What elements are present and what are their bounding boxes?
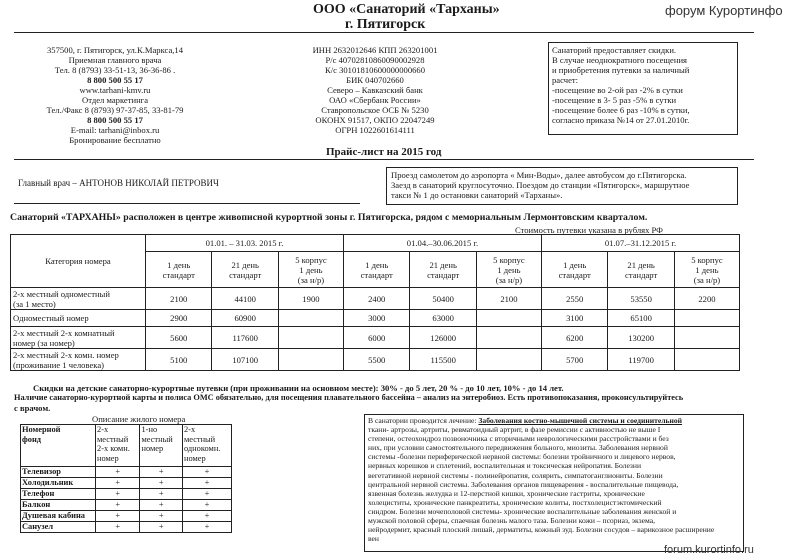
- amenity-mark: +: [96, 478, 140, 489]
- amenity-mark: +: [182, 489, 231, 500]
- amenity-mark: +: [96, 489, 140, 500]
- pricelist-title: Прайс-лист на 2015 год: [326, 146, 442, 158]
- bank-name-1: Северо – Кавказский банк: [327, 85, 423, 95]
- price-cell: 2100: [146, 288, 212, 310]
- period-header: 01.07.–31.12.2015 г.: [541, 235, 739, 252]
- bank-bik: БИК 040702660: [346, 75, 404, 85]
- price-note: Стоимость путевки указана в рублях РФ: [515, 225, 663, 235]
- price-cell: [278, 327, 343, 349]
- treatment-line: ткани- артрозы, артриты, ревматоидный артрит, в фазе ремиссии с активностью не выше I: [368, 425, 661, 435]
- amenity-mark: +: [182, 522, 231, 533]
- price-cell: 117600: [212, 327, 278, 349]
- col-21day: 21 день стандарт: [212, 252, 278, 288]
- amenity-mark: +: [140, 500, 182, 511]
- price-cell: 115500: [410, 349, 476, 371]
- amenity-mark: +: [140, 489, 182, 500]
- period-header: 01.04.–30.06.2015 г.: [343, 235, 541, 252]
- amenity-mark: +: [182, 478, 231, 489]
- rooms-caption: Описание жилого номера: [92, 414, 186, 424]
- travel-line: Проезд самолетом до аэропорта « Мин-Воды», далее автобусом до г.Пятигорска.: [391, 170, 687, 180]
- amenity-mark: +: [140, 511, 182, 522]
- price-cell: 119700: [608, 349, 674, 371]
- price-cell: 5600: [146, 327, 212, 349]
- rooms-col-header: 2-х местный однокомн. номер: [182, 425, 231, 467]
- price-cell: 5500: [343, 349, 409, 371]
- discount-line: и приобретения путевки за наличный: [552, 65, 690, 75]
- treatment-line: центральной нервной системы. Заболевания органов пищеварения - воспалительные пищевода,: [368, 479, 679, 489]
- room-amenity: Холодильник: [21, 478, 96, 489]
- title-rule: [14, 159, 754, 160]
- price-table: [10, 234, 740, 371]
- amenity-mark: +: [96, 467, 140, 478]
- price-cell: 53550: [608, 288, 674, 310]
- bank-okonh: ОКОНХ 91517, ОКПО 22047249: [315, 115, 435, 125]
- contacts-site[interactable]: www.tarhani-kmv.ru: [79, 85, 151, 95]
- price-cell: 1900: [278, 288, 343, 310]
- amenity-mark: +: [182, 511, 231, 522]
- col-building5: 5 корпус 1 день (за н/р): [476, 252, 541, 288]
- footer-watermark: forum.kurortinfo.ru: [664, 544, 754, 556]
- rooms-col-header: 2-х местный 2-х комн. номер: [96, 425, 140, 467]
- price-cell: 2400: [343, 288, 409, 310]
- category-header: Категория номера: [11, 235, 146, 288]
- contacts-block: [40, 45, 190, 145]
- amenity-mark: +: [182, 500, 231, 511]
- bank-ogrn: ОГРН 1022601614111: [335, 125, 415, 135]
- travel-line: Заезд в санаторий круглосуточно. Поездом до станции «Пятигорск», маршрутное: [391, 180, 690, 190]
- treatment-line: степени, остеохондроз позвоночника с вторичными неврологическими расстройствами и без: [368, 434, 669, 444]
- treatment-line: вегетативной нервной системы - полинейропатия, солярить, симпатоганглиониты. Болезни: [368, 470, 663, 480]
- price-cell: [476, 349, 541, 371]
- row-category: 2-х местный 2-х комнатный номер (за номер): [11, 327, 146, 349]
- price-cell: 60900: [212, 310, 278, 327]
- treatment-intro: В санатории проводится лечение:: [368, 416, 479, 425]
- treatment-line: нейродермит, красный плоский лишай, дерматиты, кожный зуд. Болезни сосудов – варикозное расширение: [368, 525, 715, 535]
- treatment-line: мужской половой сферы, спаечная болезнь малого таза. Болезни кожи – псориаз, экзема,: [368, 516, 656, 526]
- discount-line: В случае неоднократного посещения: [552, 55, 688, 65]
- discount-line: -посещение в 3- 5 раз -5% в сутки: [552, 95, 677, 105]
- location-text: Санаторий «ТАРХАНЫ» расположен в центре живописной курортной зоны г. Пятигорска, рядом с мемориальным Лермонтовским кварталом.: [10, 212, 648, 223]
- col-building5: 5 корпус 1 день (за н/р): [674, 252, 739, 288]
- price-cell: 65100: [608, 310, 674, 327]
- price-cell: 50400: [410, 288, 476, 310]
- price-cell: [674, 327, 739, 349]
- room-amenity: Телефон: [21, 489, 96, 500]
- price-cell: 44100: [212, 288, 278, 310]
- amenity-mark: +: [96, 500, 140, 511]
- price-cell: 2900: [146, 310, 212, 327]
- price-cell: 63000: [410, 310, 476, 327]
- treatment-line: синдром. Болезни мочеполовой системы- хронические воспалительные заболевания женской и: [368, 506, 677, 516]
- contacts-hotline-2: 8 800 500 55 17: [87, 115, 143, 125]
- amenity-mark: +: [96, 511, 140, 522]
- contacts-booking: Бронирование бесплатно: [69, 135, 161, 145]
- room-amenity: Санузел: [21, 522, 96, 533]
- row-category: 2-х местный одноместный (за 1 место): [11, 288, 146, 310]
- required-docs-note: Наличие санаторно-курортной карты и полиса ОМС обязательно, для посещения плавательного бассейна – анализ на энтеробиоз. Есть противопоказания, проконсультируйтесь: [14, 393, 684, 402]
- col-1day: 1 день стандарт: [146, 252, 212, 288]
- bank-inn: ИНН 2632012646 КПП 263201001: [312, 45, 438, 55]
- rooms-col-header: 1-но местный номер: [140, 425, 182, 467]
- bank-rs: Р/с 40702810860090002928: [325, 55, 425, 65]
- room-amenity: Балкон: [21, 500, 96, 511]
- price-cell: 3000: [343, 310, 409, 327]
- discount-line: согласно приказа №14 от 27.01.2010г.: [552, 115, 690, 125]
- contacts-email[interactable]: tarhani@inbox.ru: [98, 125, 160, 135]
- price-cell: 126000: [410, 327, 476, 349]
- children-discount-note: Скидки на детские санаторно-курортные путевки (при проживании на основном месте): 30% - до 5 лет, 20 % - до 10 лет, 10% - до 14 лет.: [33, 383, 564, 393]
- col-21day: 21 день стандарт: [608, 252, 674, 288]
- price-cell: 2100: [476, 288, 541, 310]
- bank-name-3: Ставропольское ОСБ № 5230: [321, 105, 429, 115]
- company-city: г. Пятигорск: [345, 17, 426, 32]
- amenity-mark: +: [140, 467, 182, 478]
- col-21day: 21 день стандарт: [410, 252, 476, 288]
- price-cell: [278, 349, 343, 371]
- col-1day: 1 день стандарт: [343, 252, 409, 288]
- amenity-mark: +: [96, 522, 140, 533]
- period-header: 01.01. – 31.03. 2015 г.: [146, 235, 344, 252]
- row-category: Одноместный номер: [11, 310, 146, 327]
- treatment-line: язвенная болезнь желудка и 12-перстной кишки, хронические гастриты, хронические: [368, 488, 645, 498]
- treatment-line: холециститы, хронические панкреатиты, хронические колиты, постхолецистэктомический: [368, 497, 662, 507]
- price-cell: [278, 310, 343, 327]
- price-cell: [674, 310, 739, 327]
- header-rule: [14, 32, 754, 33]
- price-cell: 6000: [343, 327, 409, 349]
- treatment-line: нервных корешков и сплетений, воспалительная и токсическая нейропатия. Болезни: [368, 461, 642, 471]
- contacts-phone: Тел. 8 (8793) 33-51-13, 36-36-86 .: [54, 65, 176, 75]
- discount-line: расчет:: [552, 75, 579, 85]
- travel-line: такси № 1 до остановки санаторий «Тарханы».: [391, 190, 563, 200]
- rooms-table: [20, 424, 232, 533]
- bank-name-2: ОАО «Сбербанк России»: [329, 95, 421, 105]
- price-cell: 6200: [541, 327, 607, 349]
- bank-ks: К/с 30101810600000000660: [324, 65, 426, 75]
- amenity-mark: +: [182, 467, 231, 478]
- discounts-box: [548, 42, 738, 135]
- price-cell: 3100: [541, 310, 607, 327]
- contacts-hotline: 8 800 500 55 17: [87, 75, 143, 85]
- price-cell: 2200: [674, 288, 739, 310]
- contacts-address: 357500, г. Пятигорск, ул.К.Маркса,14: [46, 45, 184, 55]
- forum-watermark: форум Курортинфо: [665, 3, 783, 18]
- discount-line: -посещение во 2-ой раз -2% в сутки: [552, 85, 683, 95]
- col-building5: 5 корпус 1 день (за н/р): [278, 252, 343, 288]
- chief-doctor: Главный врач – АНТОНОВ НИКОЛАЙ ПЕТРОВИЧ: [18, 178, 219, 188]
- price-cell: [674, 349, 739, 371]
- required-docs-note-2: с врачом.: [14, 403, 51, 413]
- travel-box: [386, 167, 738, 205]
- row-category: 2-х местный 2-х комн. номер (проживание 1 человека): [11, 349, 146, 371]
- treatment-line: вен: [368, 534, 379, 544]
- treatment-line: них, при условии самостоятельного передвижения больного, миозиты. Заболевания нервной: [368, 443, 668, 453]
- chief-rule: [14, 203, 360, 204]
- amenity-mark: +: [140, 522, 182, 533]
- price-cell: 5700: [541, 349, 607, 371]
- treatment-box: [364, 414, 744, 552]
- contacts-reception: Приемная главного врача: [68, 55, 162, 65]
- price-cell: [476, 310, 541, 327]
- treatment-heading: Заболевания костно-мышечной системы и соединительной: [478, 416, 683, 425]
- contacts-fax: Тел./Факс 8 (8793) 97-37-85, 33-81-79: [46, 105, 184, 115]
- col-1day: 1 день стандарт: [541, 252, 607, 288]
- bank-block: [300, 45, 450, 135]
- price-cell: 5100: [146, 349, 212, 371]
- discount-line: Санаторий предоставляет скидки.: [552, 45, 677, 55]
- email-label: E-mail:: [70, 125, 97, 135]
- treatment-line: системы -болезни периферической нервной системы: болезни тройничного и лицевого нервов,: [368, 452, 676, 462]
- room-amenity: Душевая кабина: [21, 511, 96, 522]
- price-cell: 107100: [212, 349, 278, 371]
- discount-line: -посещение более 6 раз -10% в сутки,: [552, 105, 690, 115]
- amenity-mark: +: [140, 478, 182, 489]
- contacts-marketing: Отдел маркетинга: [81, 95, 149, 105]
- company-title: ООО «Санаторий «Тарханы»: [313, 2, 500, 17]
- price-cell: [476, 327, 541, 349]
- rooms-fund-header: Номерной фонд: [21, 425, 96, 467]
- price-cell: 2550: [541, 288, 607, 310]
- price-cell: 130200: [608, 327, 674, 349]
- room-amenity: Телевизор: [21, 467, 96, 478]
